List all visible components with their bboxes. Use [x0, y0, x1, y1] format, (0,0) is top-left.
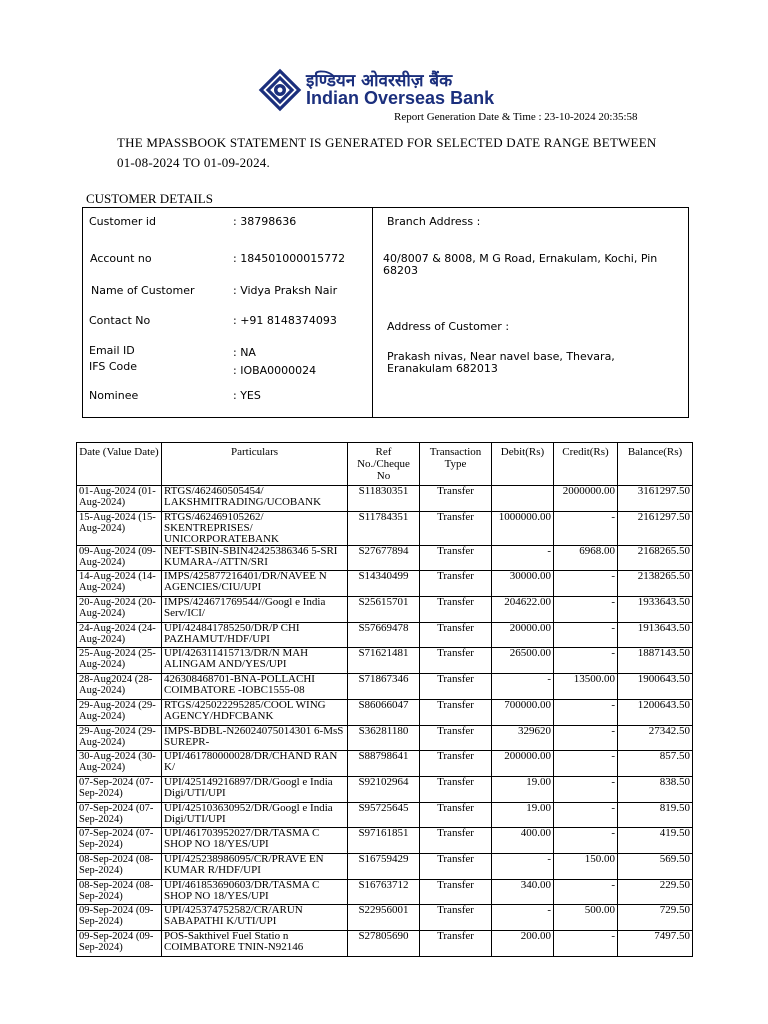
cell-balance: 229.50 [618, 879, 693, 905]
cell-ref: S25615701 [348, 597, 420, 623]
account-no-label: Account no [90, 252, 152, 265]
cell-credit: - [554, 776, 618, 802]
cell-balance: 2161297.50 [618, 511, 693, 545]
cell-debit: 19.00 [492, 802, 554, 828]
cell-date: 14-Aug-2024 (14-Aug-2024) [77, 571, 162, 597]
cell-ref: S22956001 [348, 905, 420, 931]
cell-date: 28-Aug2024 (28-Aug-2024) [77, 674, 162, 700]
cell-ref: S11784351 [348, 511, 420, 545]
table-row [77, 725, 693, 751]
cell-debit: 200.00 [492, 931, 554, 957]
customer-name-value: : Vidya Praksh Nair [233, 284, 338, 297]
cell-debit: 700000.00 [492, 699, 554, 725]
cell-particulars: UPI/425238986095/CR/PRAVE EN KUMAR R/HDF/UPI [162, 853, 348, 879]
bank-emblem-icon [258, 68, 302, 112]
cell-credit: - [554, 802, 618, 828]
cell-transaction-type: Transfer [420, 776, 492, 802]
customer-details-box [82, 207, 689, 418]
cell-ref: S11830351 [348, 486, 420, 512]
cell-debit: 26500.00 [492, 648, 554, 674]
cell-transaction-type: Transfer [420, 486, 492, 512]
cell-credit: - [554, 879, 618, 905]
cell-balance: 1900643.50 [618, 674, 693, 700]
cell-date: 29-Aug-2024 (29-Aug-2024) [77, 725, 162, 751]
cell-balance: 2168265.50 [618, 545, 693, 571]
cell-date: 30-Aug-2024 (30-Aug-2024) [77, 751, 162, 777]
cell-credit: - [554, 751, 618, 777]
cell-date: 08-Sep-2024 (08-Sep-2024) [77, 853, 162, 879]
cell-transaction-type: Transfer [420, 725, 492, 751]
contact-no-value: : +91 8148374093 [233, 314, 337, 327]
table-row [77, 853, 693, 879]
cell-credit: - [554, 648, 618, 674]
cell-transaction-type: Transfer [420, 674, 492, 700]
contact-no-label: Contact No [89, 314, 151, 327]
customer-address-value: Prakash nivas, Near navel base, Thevara, Eranakulam 682013 [387, 350, 615, 375]
cell-ref: S95725645 [348, 802, 420, 828]
cell-debit: 340.00 [492, 879, 554, 905]
cell-balance: 819.50 [618, 802, 693, 828]
cell-ref: S71867346 [348, 674, 420, 700]
customer-id-value: : 38798636 [233, 215, 297, 228]
cell-debit: 30000.00 [492, 571, 554, 597]
cell-ref: S57669478 [348, 622, 420, 648]
cell-date: 20-Aug-2024 (20-Aug-2024) [77, 597, 162, 623]
cell-particulars: UPI/425149216897/DR/Googl e India Digi/UTI/UPI [162, 776, 348, 802]
nominee-label: Nominee [89, 389, 139, 402]
cell-ref: S92102964 [348, 776, 420, 802]
cell-particulars: UPI/424841785250/DR/P CHI PAZHAMUT/HDF/UPI [162, 622, 348, 648]
cell-balance: 2138265.50 [618, 571, 693, 597]
cell-debit: 400.00 [492, 828, 554, 854]
cell-ref: S86066047 [348, 699, 420, 725]
cell-transaction-type: Transfer [420, 905, 492, 931]
table-row [77, 648, 693, 674]
transactions-table [76, 442, 693, 957]
cell-debit: 200000.00 [492, 751, 554, 777]
cell-particulars: 426308468701-BNA-POLLACHI COIMBATORE -IOBC1555-08 [162, 674, 348, 700]
cell-date: 09-Sep-2024 (09-Sep-2024) [77, 905, 162, 931]
cell-balance: 1887143.50 [618, 648, 693, 674]
cell-balance: 1933643.50 [618, 597, 693, 623]
header-ref: Ref No./Cheque No [348, 443, 420, 486]
cell-ref: S16763712 [348, 879, 420, 905]
table-row [77, 751, 693, 777]
cell-credit: 13500.00 [554, 674, 618, 700]
cell-balance: 569.50 [618, 853, 693, 879]
cell-credit: 500.00 [554, 905, 618, 931]
cell-debit: 1000000.00 [492, 511, 554, 545]
table-header-row [77, 443, 693, 486]
cell-particulars: RTGS/462460505454/ LAKSHMITRADING/UCOBANK [162, 486, 348, 512]
cell-particulars: POS-Sakthivel Fuel Statio n COIMBATORE TNIN-N92146 [162, 931, 348, 957]
cell-debit: - [492, 853, 554, 879]
cell-particulars: RTGS/425022295285/COOL WING AGENCY/HDFCBANK [162, 699, 348, 725]
bank-name-hindi: इण्डियन ओवरसीज़ बैंक [306, 71, 453, 91]
branch-address-value: 40/8007 & 8008, M G Road, Ernakulam, Kochi, Pin 68203 [383, 252, 658, 277]
cell-debit: 19.00 [492, 776, 554, 802]
header-particulars: Particulars [162, 443, 348, 486]
cell-particulars: UPI/461853690603/DR/TASMA C SHOP NO 18/YES/UPI [162, 879, 348, 905]
table-row [77, 828, 693, 854]
cell-balance: 27342.50 [618, 725, 693, 751]
cell-balance: 7497.50 [618, 931, 693, 957]
statement-heading: THE MPASSBOOK STATEMENT IS GENERATED FOR SELECTED DATE RANGE BETWEEN 01-08-2024 TO 01-09-2024. [117, 135, 657, 170]
header-transaction-type: Transaction Type [420, 443, 492, 486]
cell-date: 24-Aug-2024 (24-Aug-2024) [77, 622, 162, 648]
cell-transaction-type: Transfer [420, 545, 492, 571]
cell-transaction-type: Transfer [420, 879, 492, 905]
cell-ref: S27677894 [348, 545, 420, 571]
cell-date: 29-Aug-2024 (29-Aug-2024) [77, 699, 162, 725]
cell-balance: 419.50 [618, 828, 693, 854]
table-row [77, 511, 693, 545]
bank-logo [258, 66, 518, 114]
table-row [77, 931, 693, 957]
header-credit: Credit(Rs) [554, 443, 618, 486]
cell-credit: - [554, 828, 618, 854]
cell-transaction-type: Transfer [420, 571, 492, 597]
cell-particulars: UPI/425103630952/DR/Googl e India Digi/UTI/UPI [162, 802, 348, 828]
cell-debit: 204622.00 [492, 597, 554, 623]
table-row [77, 879, 693, 905]
email-id-label: Email ID [89, 344, 135, 357]
cell-ref: S97161851 [348, 828, 420, 854]
cell-date: 09-Sep-2024 (09-Sep-2024) [77, 931, 162, 957]
cell-transaction-type: Transfer [420, 648, 492, 674]
cell-credit: - [554, 699, 618, 725]
cell-date: 25-Aug-2024 (25-Aug-2024) [77, 648, 162, 674]
cell-debit: - [492, 545, 554, 571]
cell-transaction-type: Transfer [420, 597, 492, 623]
table-row [77, 905, 693, 931]
cell-particulars: UPI/461703952027/DR/TASMA C SHOP NO 18/YES/UPI [162, 828, 348, 854]
table-row [77, 699, 693, 725]
cell-date: 07-Sep-2024 (07-Sep-2024) [77, 802, 162, 828]
cell-ref: S16759429 [348, 853, 420, 879]
cell-credit: - [554, 571, 618, 597]
cell-credit: - [554, 725, 618, 751]
bank-name-english: Indian Overseas Bank [306, 88, 495, 108]
cell-transaction-type: Transfer [420, 853, 492, 879]
table-row [77, 674, 693, 700]
cell-transaction-type: Transfer [420, 699, 492, 725]
cell-particulars: IMPS/424671769544//Googl e India Serv/ICI/ [162, 597, 348, 623]
branch-address-label: Branch Address : [387, 215, 481, 228]
cell-transaction-type: Transfer [420, 622, 492, 648]
cell-transaction-type: Transfer [420, 828, 492, 854]
nominee-value: : YES [233, 389, 261, 402]
ifs-code-value: : IOBA0000024 [233, 364, 317, 377]
customer-name-label: Name of Customer [91, 284, 195, 297]
header-balance: Balance(Rs) [618, 443, 693, 486]
customer-box-divider [372, 208, 373, 417]
cell-transaction-type: Transfer [420, 511, 492, 545]
cell-debit: 20000.00 [492, 622, 554, 648]
cell-balance: 3161297.50 [618, 486, 693, 512]
cell-particulars: IMPS-BDBL-N26024075014301 6-MsS SUREPR- [162, 725, 348, 751]
cell-transaction-type: Transfer [420, 751, 492, 777]
cell-ref: S88798641 [348, 751, 420, 777]
cell-transaction-type: Transfer [420, 802, 492, 828]
cell-credit: - [554, 511, 618, 545]
cell-particulars: RTGS/462469105262/ SKENTREPRISES/ UNICORPORATEBANK [162, 511, 348, 545]
cell-date: 07-Sep-2024 (07-Sep-2024) [77, 776, 162, 802]
cell-debit [492, 486, 554, 512]
cell-transaction-type: Transfer [420, 931, 492, 957]
cell-ref: S36281180 [348, 725, 420, 751]
cell-date: 15-Aug-2024 (15-Aug-2024) [77, 511, 162, 545]
email-id-value: : NA [233, 346, 256, 359]
cell-date: 09-Aug-2024 (09-Aug-2024) [77, 545, 162, 571]
cell-balance: 1913643.50 [618, 622, 693, 648]
customer-details-title: CUSTOMER DETAILS [86, 191, 213, 206]
cell-particulars: IMPS/425877216401/DR/NAVEE N AGENCIES/CIU/UPI [162, 571, 348, 597]
cell-particulars: UPI/425374752582/CR/ARUN SABAPATHI K/UTI/UPI [162, 905, 348, 931]
cell-debit: - [492, 674, 554, 700]
customer-address-label: Address of Customer : [387, 320, 510, 333]
table-row [77, 597, 693, 623]
cell-credit: - [554, 931, 618, 957]
cell-particulars: UPI/426311415713/DR/N MAH ALINGAM AND/YES/UPI [162, 648, 348, 674]
cell-balance: 838.50 [618, 776, 693, 802]
header-date: Date (Value Date) [77, 443, 162, 486]
cell-credit: 2000000.00 [554, 486, 618, 512]
table-row [77, 571, 693, 597]
report-generation-time: Report Generation Date & Time : 23-10-2024 20:35:58 [394, 111, 638, 123]
cell-ref: S27805690 [348, 931, 420, 957]
cell-ref: S71621481 [348, 648, 420, 674]
cell-balance: 1200643.50 [618, 699, 693, 725]
cell-credit: - [554, 597, 618, 623]
cell-date: 01-Aug-2024 (01-Aug-2024) [77, 486, 162, 512]
cell-ref: S14340499 [348, 571, 420, 597]
table-row [77, 802, 693, 828]
cell-particulars: NEFT-SBIN-SBIN42425386346 5-SRI KUMARA-/ATTN/SRI [162, 545, 348, 571]
table-row [77, 545, 693, 571]
table-row [77, 622, 693, 648]
cell-date: 07-Sep-2024 (07-Sep-2024) [77, 828, 162, 854]
cell-balance: 857.50 [618, 751, 693, 777]
cell-credit: 150.00 [554, 853, 618, 879]
cell-credit: 6968.00 [554, 545, 618, 571]
cell-date: 08-Sep-2024 (08-Sep-2024) [77, 879, 162, 905]
table-row [77, 486, 693, 512]
ifs-code-label: IFS Code [89, 360, 138, 373]
header-debit: Debit(Rs) [492, 443, 554, 486]
customer-id-label: Customer id [89, 215, 156, 228]
table-row [77, 776, 693, 802]
cell-debit: - [492, 905, 554, 931]
cell-particulars: UPI/461780000028/DR/CHAND RAN K/ [162, 751, 348, 777]
cell-debit: 329620 [492, 725, 554, 751]
account-no-value: : 184501000015772 [233, 252, 346, 265]
cell-balance: 729.50 [618, 905, 693, 931]
cell-credit: - [554, 622, 618, 648]
